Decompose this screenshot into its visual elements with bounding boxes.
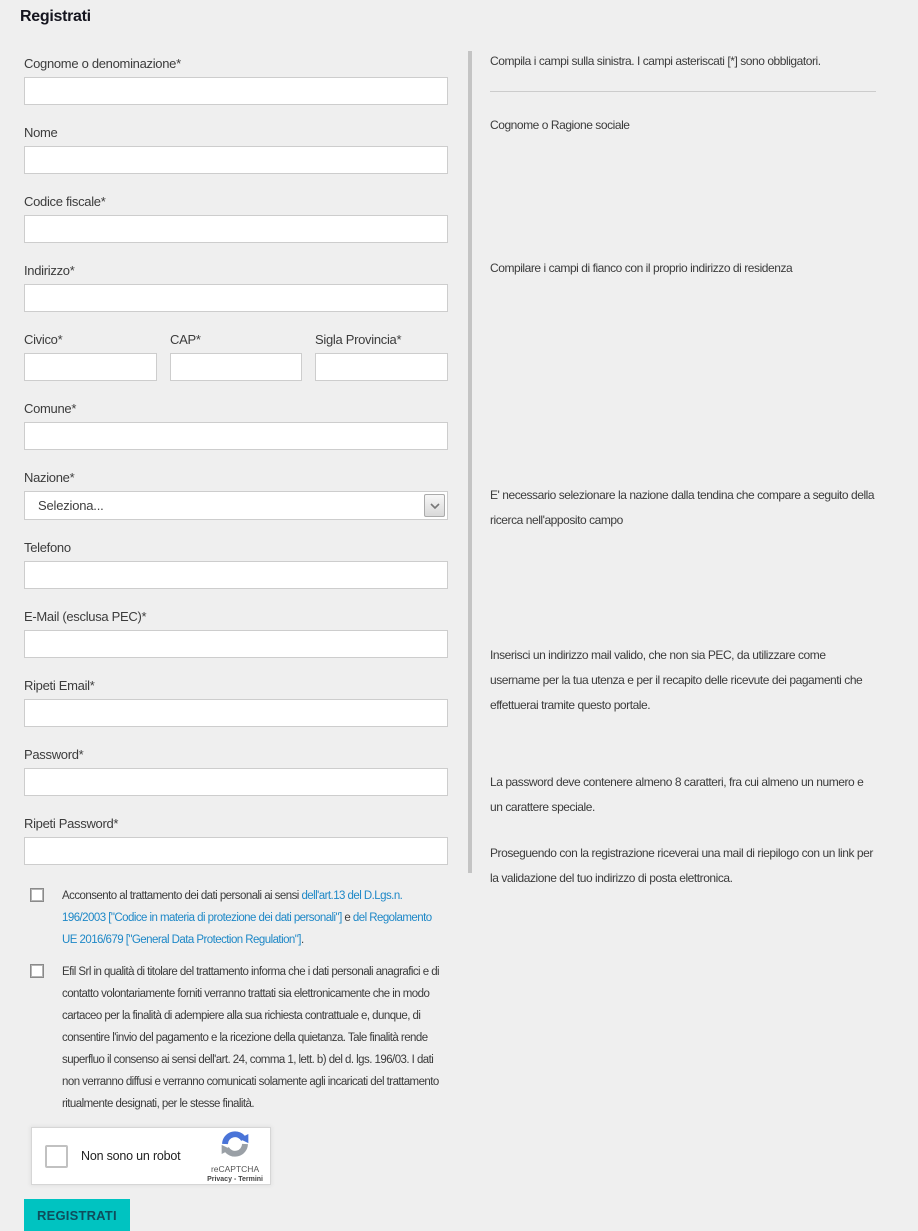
registrati-button[interactable]: REGISTRATI <box>24 1199 130 1231</box>
privacy-consent-text-pre: Acconsento al trattamento dei dati personali ai sensi <box>62 890 302 902</box>
indirizzo-input[interactable] <box>24 284 448 312</box>
dlgs-196-2003-link[interactable]: dell'art.13 del D.Lgs.n. 196/2003 ["Codice in materia di protezione dei dati personali"] <box>62 890 403 924</box>
page-title: Registrati <box>20 8 91 25</box>
recaptcha-logo <box>207 1129 263 1183</box>
recaptcha-checkbox[interactable] <box>45 1145 68 1168</box>
field-group-telefono <box>24 540 448 589</box>
field-group-codice-fiscale <box>24 194 448 243</box>
help-registration-mail: Proseguendo con la registrazione riceverai una mail di riepilogo con un link per la validazione del tuo indirizzo di posta elettronica. <box>490 846 873 885</box>
nazione-select[interactable] <box>24 491 448 520</box>
nome-input[interactable] <box>24 146 448 174</box>
chevron-down-icon <box>424 494 445 517</box>
treatment-consent-text: Efil Srl in qualità di titolare del trattamento informa che i dati personali anagrafici e di contatto volontariamente forniti verranno trattati sia elettronicamente che in modo cartaceo per la finalità di adempiere alla sua richiesta contrattuale e, dunque, di consentire l'invio del pagamento e la ricezione della quietanza. Tale finalità rende superfluo il consenso ai sensi dell'art. 24, comma 1, lett. b) del d. lgs. 196/03. I dati non verranno diffusi e verranno comunicati solamente agli incaricati del trattamento ritualmente designati, per le stesse finalità. <box>62 966 440 1110</box>
help-required-fields: Compila i campi sulla sinistra. I campi asteriscati [*] sono obbligatori. <box>490 54 821 68</box>
registration-form <box>24 56 448 1231</box>
help-password: La password deve contenere almeno 8 caratteri, fra cui almeno un numero e un carattere speciale. <box>490 775 864 814</box>
recaptcha-links <box>207 1176 263 1183</box>
field-group-indirizzo <box>24 263 448 312</box>
comune-input[interactable] <box>24 422 448 450</box>
ripeti-password-label: Ripeti Password* <box>24 816 119 831</box>
field-group-ripeti-email <box>24 678 448 727</box>
privacy-consent-checkbox[interactable] <box>30 888 44 902</box>
field-group-sigla-provincia <box>315 332 448 381</box>
field-group-nazione <box>24 470 448 520</box>
privacy-consent-text-mid: e <box>341 912 353 924</box>
comune-label: Comune* <box>24 401 77 416</box>
help-indirizzo: Compilare i campi di fianco con il proprio indirizzo di residenza <box>490 261 793 275</box>
password-label: Password* <box>24 747 84 762</box>
recaptcha-terms-link[interactable]: Termini <box>238 1175 263 1183</box>
sigla-provincia-label: Sigla Provincia* <box>315 332 402 347</box>
field-group-email <box>24 609 448 658</box>
field-group-comune <box>24 401 448 450</box>
nazione-selected-value: Seleziona... <box>38 498 104 513</box>
field-group-civico <box>24 332 157 381</box>
help-nazione: E' necessario selezionare la nazione dalla tendina che compare a seguito della ricerca nell'apposito campo <box>490 488 875 527</box>
help-divider <box>490 91 876 92</box>
field-group-cap <box>170 332 302 381</box>
ripeti-email-input[interactable] <box>24 699 448 727</box>
field-group-password <box>24 747 448 796</box>
help-email: Inserisci un indirizzo mail valido, che non sia PEC, da utilizzare come username per la tua utenza e per il recapito delle ricevute dei pagamenti che effettuerai tramite questo portale. <box>490 648 863 712</box>
treatment-consent-checkbox[interactable] <box>30 964 44 978</box>
civico-label: Civico* <box>24 332 63 347</box>
codice-fiscale-input[interactable] <box>24 215 448 243</box>
address-details-row <box>24 332 448 381</box>
indirizzo-label: Indirizzo* <box>24 263 75 278</box>
telefono-input[interactable] <box>24 561 448 589</box>
cognome-input[interactable] <box>24 77 448 105</box>
privacy-consent-text-post: . <box>300 934 304 946</box>
codice-fiscale-label: Codice fiscale* <box>24 194 106 209</box>
recaptcha-widget <box>31 1127 271 1185</box>
field-group-cognome <box>24 56 448 105</box>
field-group-ripeti-password <box>24 816 448 865</box>
help-cognome: Cognome o Ragione sociale <box>490 118 630 132</box>
sigla-provincia-input[interactable] <box>315 353 448 381</box>
cognome-label: Cognome o denominazione* <box>24 56 181 71</box>
treatment-consent-row <box>24 961 448 1115</box>
telefono-label: Telefono <box>24 540 71 555</box>
email-label: E-Mail (esclusa PEC)* <box>24 609 147 624</box>
ripeti-email-label: Ripeti Email* <box>24 678 95 693</box>
column-divider <box>468 51 472 873</box>
recaptcha-brand: reCAPTCHA <box>210 1164 260 1175</box>
password-input[interactable] <box>24 768 448 796</box>
cap-label: CAP* <box>170 332 201 347</box>
nazione-label: Nazione* <box>24 470 75 485</box>
recaptcha-label: Non sono un robot <box>81 1149 181 1163</box>
email-input[interactable] <box>24 630 448 658</box>
privacy-consent-text <box>62 885 448 951</box>
field-group-nome <box>24 125 448 174</box>
ripeti-password-input[interactable] <box>24 837 448 865</box>
recaptcha-privacy-link[interactable]: Privacy <box>207 1175 232 1183</box>
nome-label: Nome <box>24 125 58 140</box>
cap-input[interactable] <box>170 353 302 381</box>
privacy-consent-row <box>24 885 448 951</box>
recaptcha-swirl-icon <box>220 1129 250 1159</box>
civico-input[interactable] <box>24 353 157 381</box>
gdpr-regulation-link[interactable]: del Regolamento UE 2016/679 ["General Data Protection Regulation"] <box>62 912 432 946</box>
recaptcha-links-separator: - <box>233 1175 237 1183</box>
